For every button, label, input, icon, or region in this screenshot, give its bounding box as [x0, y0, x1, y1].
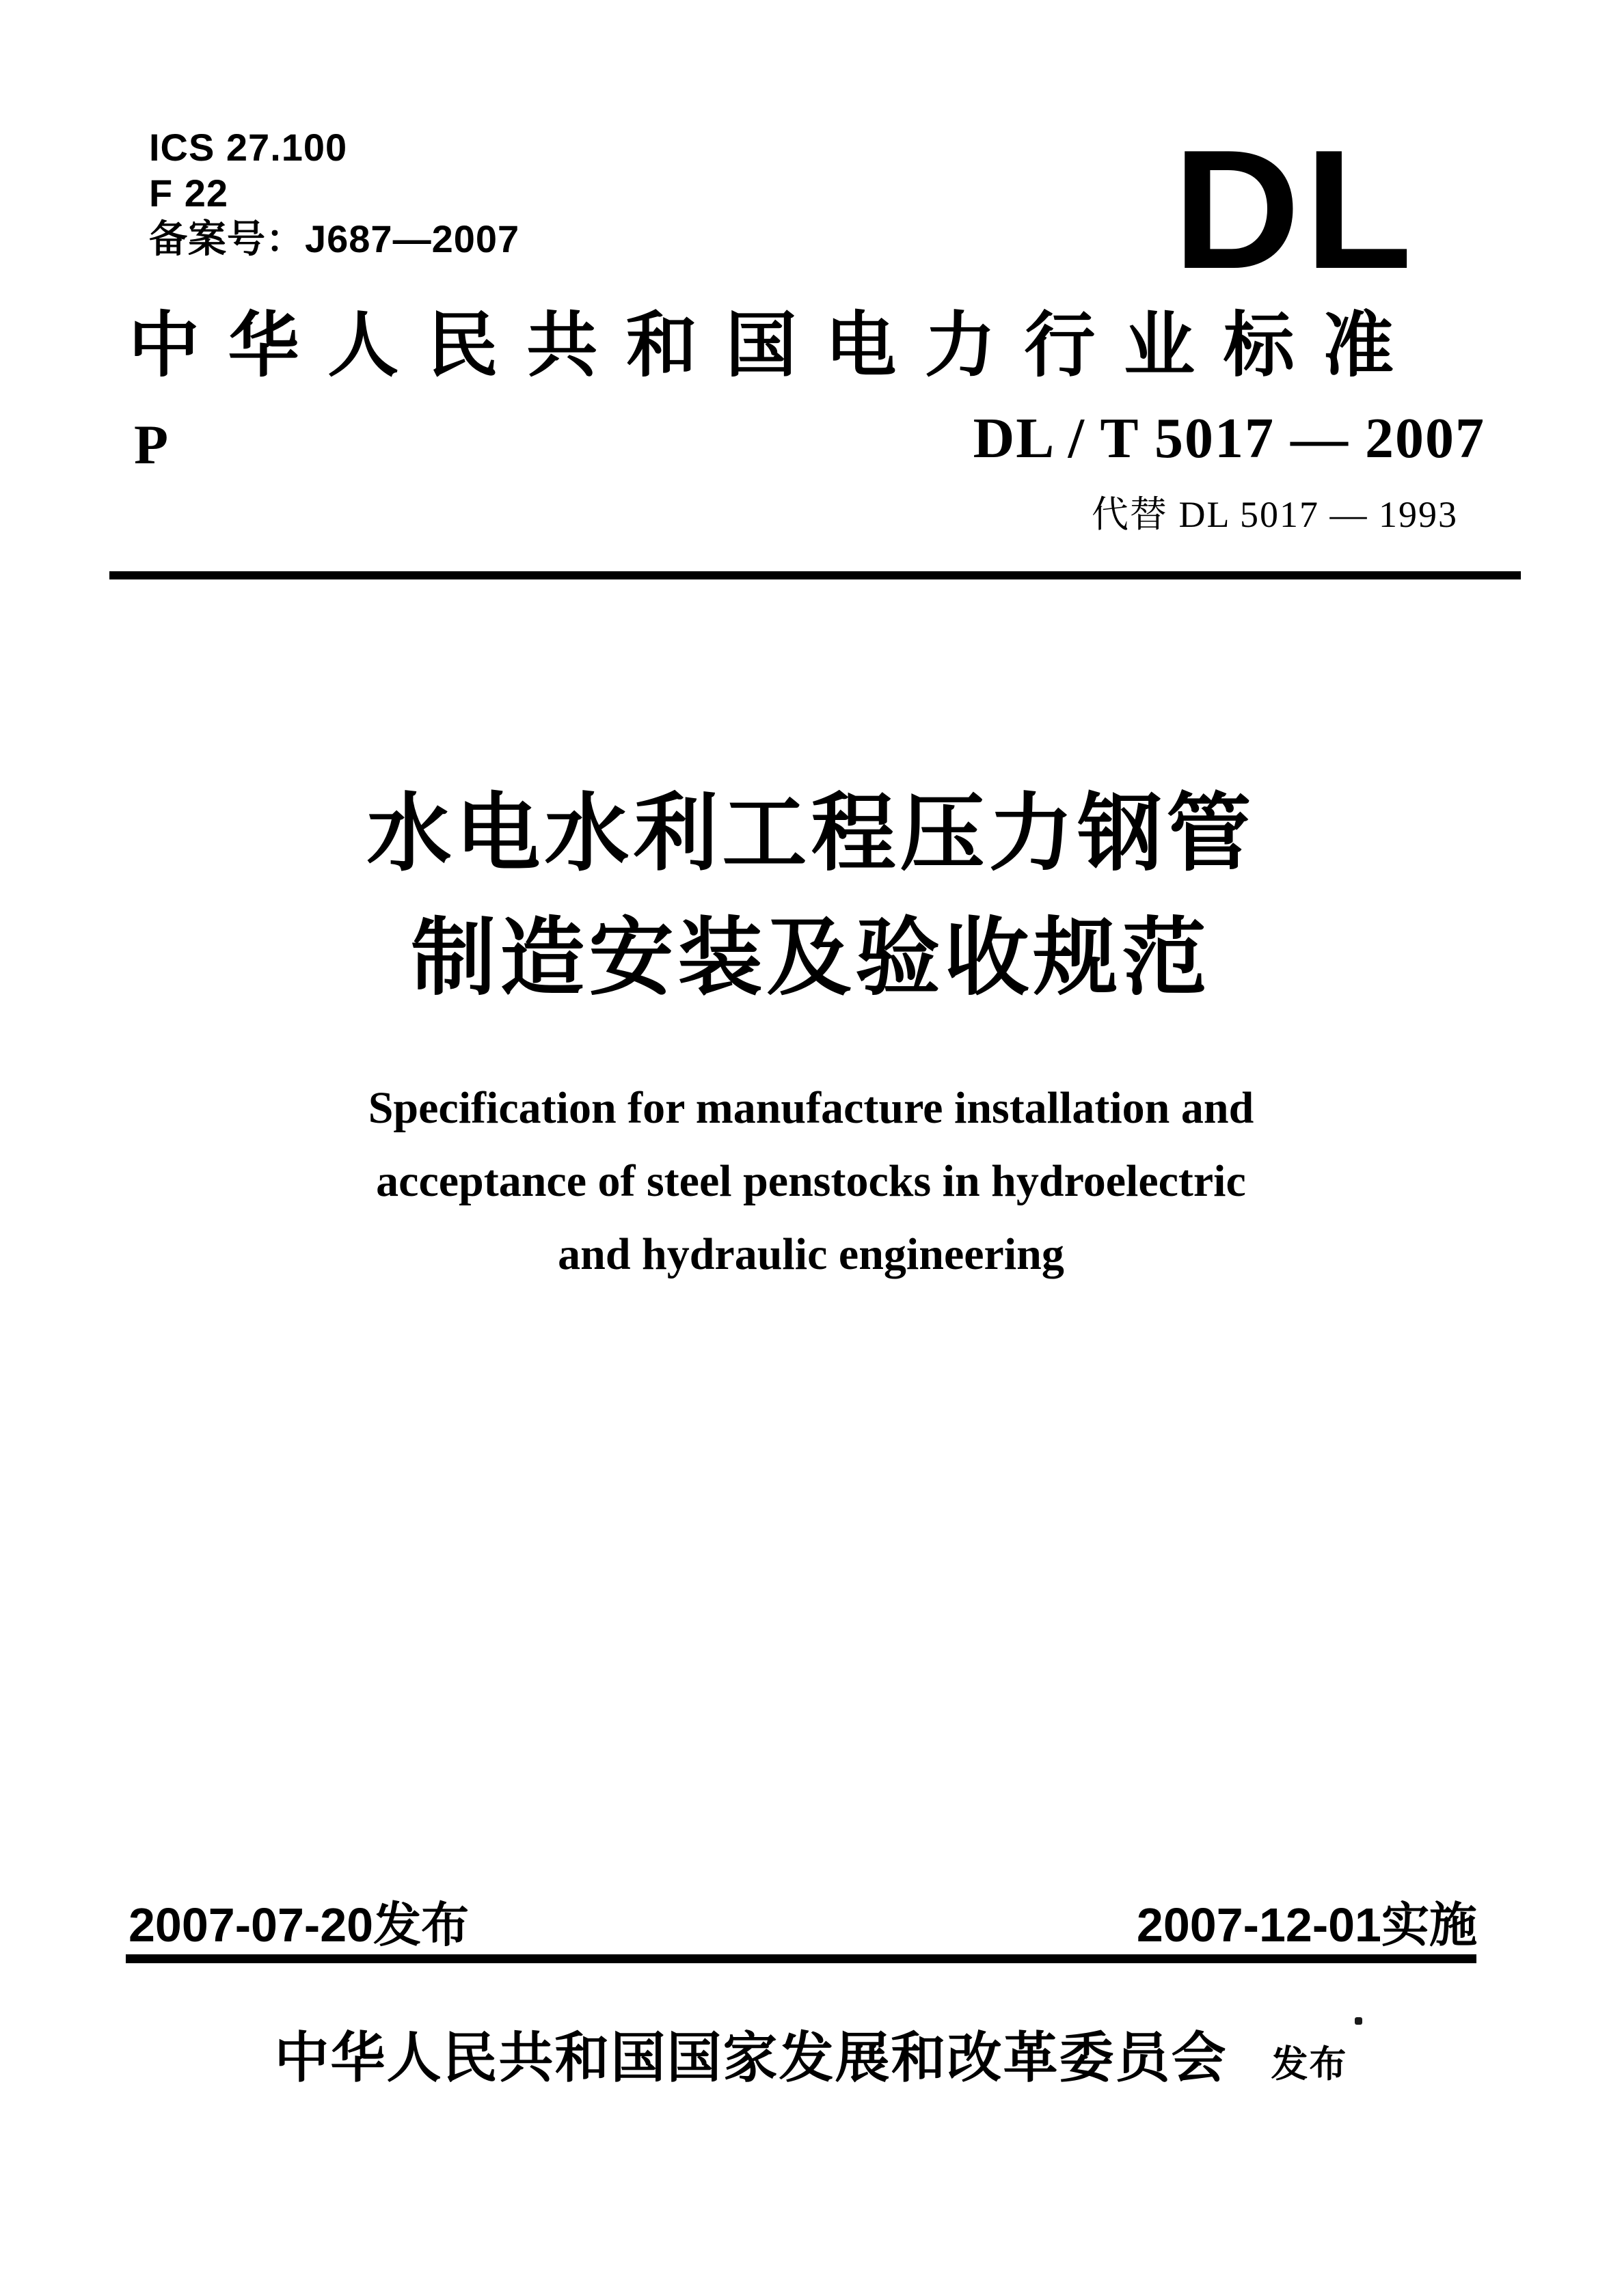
ics-block	[149, 124, 519, 262]
title-en-line1: Specification for manufacture installation and	[368, 1083, 1254, 1133]
classification-code: F 22	[149, 172, 229, 215]
standard-type-title: 中华人民共和国电力行业标准	[129, 306, 1422, 385]
title-en	[0, 1071, 1622, 1291]
bottom-divider-rule	[126, 1954, 1476, 1963]
title-zh-line2: 制造安装及验收规范	[411, 911, 1211, 1005]
replaces-note: 代替 DL 5017 — 1993	[1092, 494, 1458, 535]
title-en-line3: and hydraulic engineering	[558, 1229, 1064, 1279]
title-en-line2: acceptance of steel penstocks in hydroelectric	[376, 1156, 1246, 1206]
issuer-name: 中华人民共和国国家发展和改革委员会	[274, 2027, 1228, 2088]
ics-code: ICS 27.100	[149, 126, 348, 169]
dl-logo: DL	[1173, 114, 1417, 304]
issue-date: 2007-07-20发布	[129, 1898, 470, 1952]
standard-number: DL / T 5017 — 2007	[973, 407, 1485, 470]
effective-date: 2007-12-01实施	[1136, 1898, 1477, 1952]
title-zh-line1: 水电水利工程压力钢管	[366, 787, 1256, 881]
record-number: 备案号：J687—2007	[149, 217, 520, 260]
top-divider-rule	[109, 571, 1521, 579]
issuer-row	[0, 2027, 1622, 2088]
issue-label: 发布	[1271, 2044, 1348, 2085]
scan-ink-speck	[1355, 2017, 1362, 2025]
p-classification-mark: P	[134, 413, 169, 476]
